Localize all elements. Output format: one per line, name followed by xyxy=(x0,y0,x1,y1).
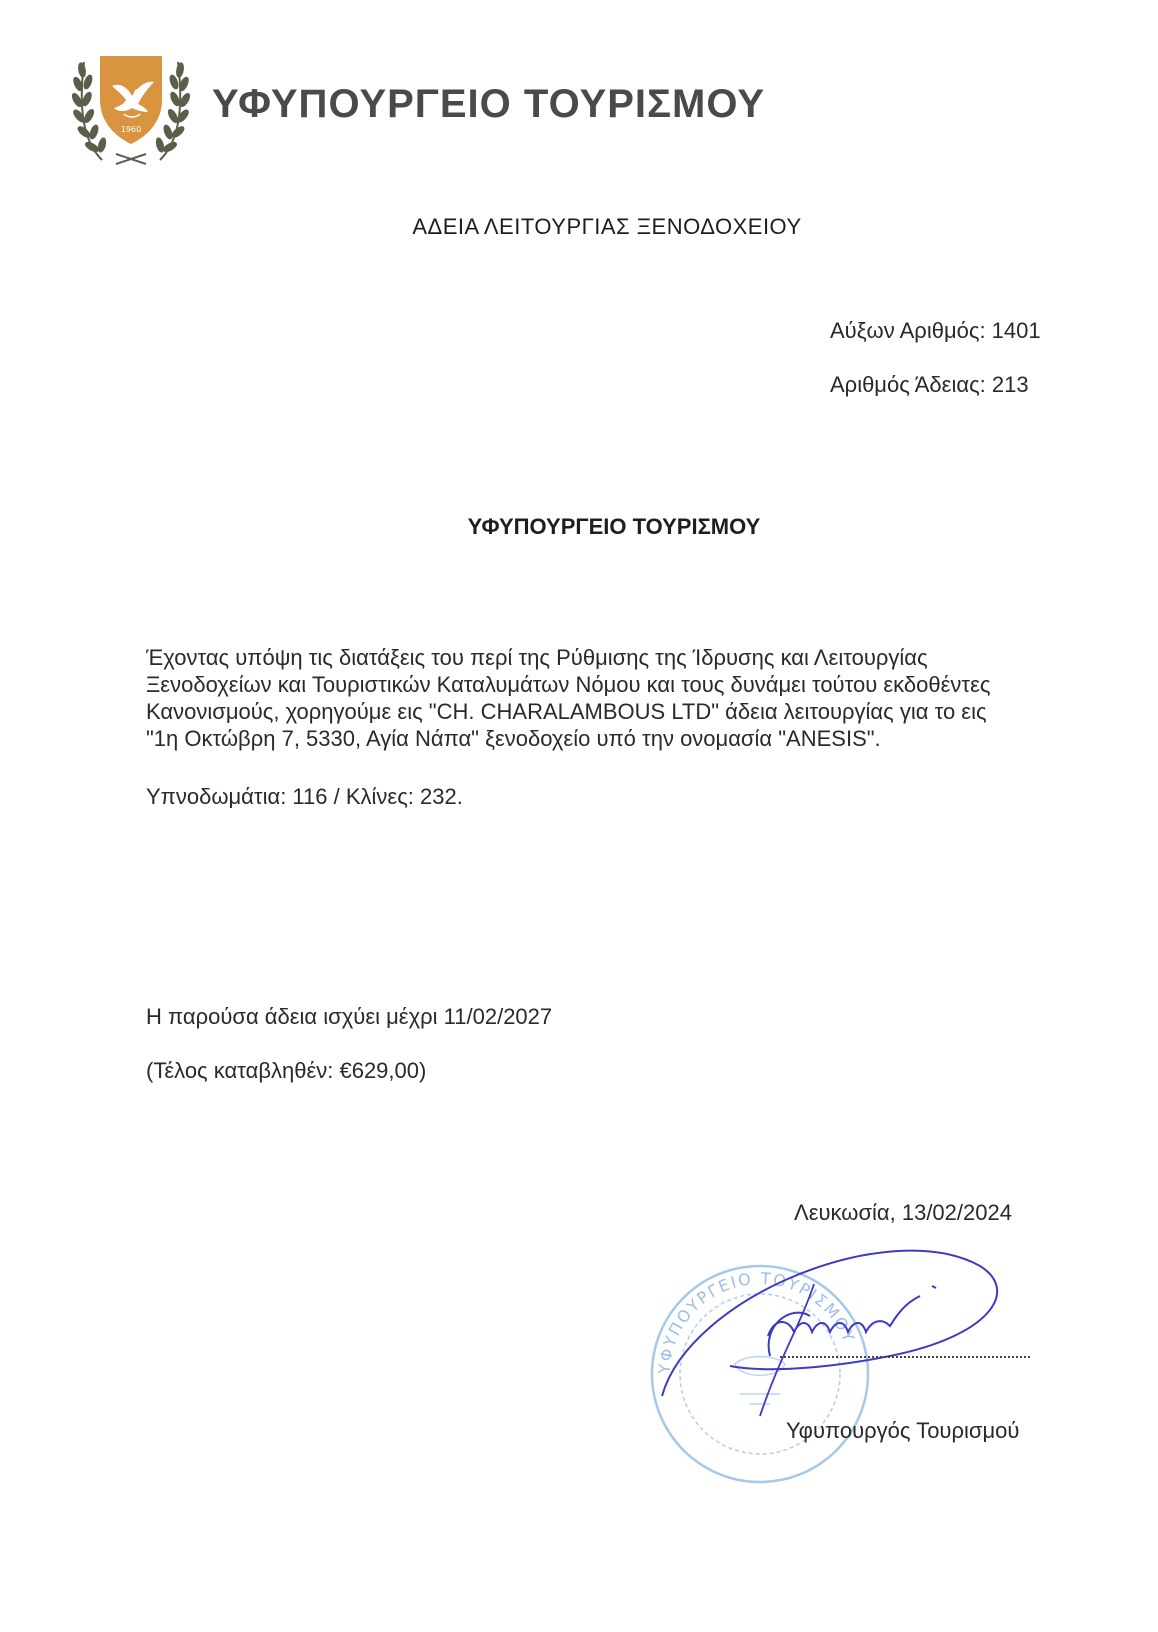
body-line: Έχοντας υπόψη τις διατάξεις του περί της Ρύθμισης της Ίδρυσης και Λειτουργίας xyxy=(146,645,928,670)
ministry-header: ΥΦΥΠΟΥΡΓΕΙΟ ΤΟΥΡΙΣΜΟΥ xyxy=(212,82,766,126)
body-line: Ξενοδοχείων και Τουριστικών Καταλυμάτων Νόμου και τους δυνάμει τούτου εκδοθέντες xyxy=(146,672,991,697)
issuer-heading-text: ΥΦΥΠΟΥΡΓΕΙΟ ΤΟΥΡΙΣΜΟΥ xyxy=(467,514,761,539)
signatory-title: Υφυπουργός Τουρισμού xyxy=(786,1418,1020,1443)
license-number: Αριθμός Άδειας: 213 xyxy=(830,372,1029,397)
place-and-date: Λευκωσία, 13/02/2024 xyxy=(794,1200,1012,1225)
license-body-paragraph xyxy=(146,644,1076,752)
emblem-year: 1960 xyxy=(120,125,142,134)
validity-line: Η παρούσα άδεια ισχύει μέχρι 11/02/2027 xyxy=(146,1004,553,1029)
fee-line: (Τέλος καταβληθέν: €629,00) xyxy=(146,1058,427,1083)
signature-dotted-line xyxy=(780,1356,1030,1358)
document-title-text: ΑΔΕΙΑ ΛΕΙΤΟΥΡΓΙΑΣ ΞΕΝΟΔΟΧΕΙΟΥ xyxy=(412,214,802,239)
cyprus-coat-of-arms-icon xyxy=(72,52,190,172)
issuer-heading xyxy=(0,514,1158,540)
capacity-line: Υπνοδωμάτια: 116 / Κλίνες: 232. xyxy=(146,784,463,809)
body-line: Κανονισμούς, χορηγούμε εις "CH. CHARALAMBOUS LTD" άδεια λειτουργίας για το εις xyxy=(146,699,987,724)
handwritten-signature-icon xyxy=(650,1236,1050,1436)
document-title xyxy=(0,214,1158,240)
stamp-text: ΥΦΥΠΟΥΡΓΕΙΟ ΤΟΥΡΙΣΜΟΥ xyxy=(654,1268,860,1375)
body-line: "1η Οκτώβρη 7, 5330, Αγία Νάπα" ξενοδοχείο υπό την ονομασία "ANESIS". xyxy=(146,726,881,751)
serial-number: Αύξων Αριθμός: 1401 xyxy=(830,318,1041,343)
